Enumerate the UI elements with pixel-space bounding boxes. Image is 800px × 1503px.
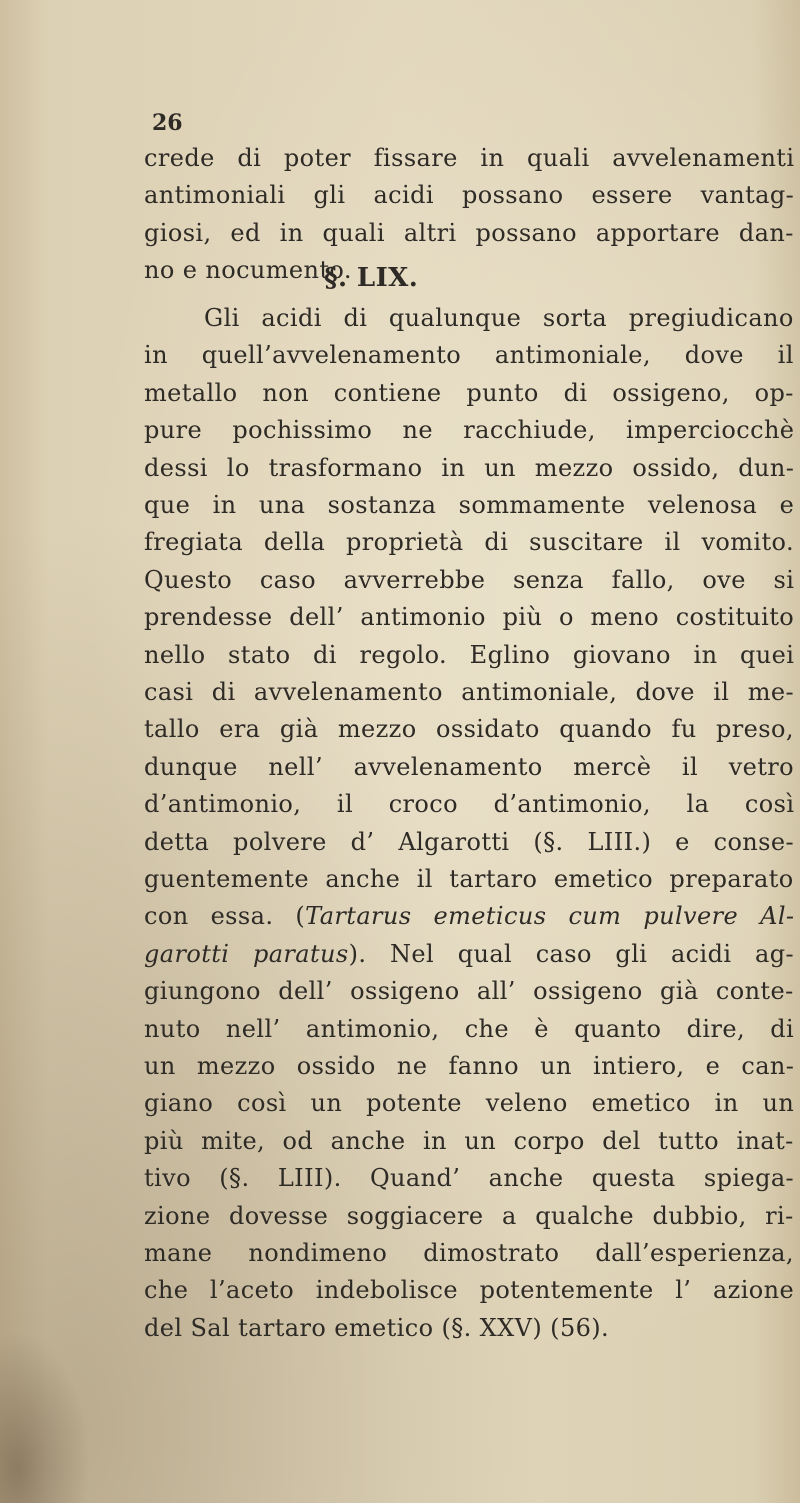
- text-line: più mite, od anche in un corpo del tutto inat-: [144, 1126, 794, 1155]
- text-line: que in una sostanza sommamente velenosa e: [144, 491, 795, 519]
- text-line: giosi, ed in quali altri possano apportare dan-: [144, 218, 794, 247]
- text-line: nuto nell’ antimonio, che è quanto dire, di: [144, 1014, 795, 1043]
- text-line: antimoniali gli acidi possano essere vantag-: [144, 181, 795, 210]
- text-line: dessi lo trasformano in un mezzo ossido, dun-: [144, 453, 795, 482]
- text-line: pure pochissimo ne racchiude, imperciocchè: [144, 416, 795, 445]
- text-line: detta polvere d’ Algarotti (§. LIII.) e conse-: [144, 827, 794, 856]
- text-line: che l’aceto indebolisce potentemente l’ azione: [144, 1276, 795, 1305]
- text-line: tivo (§. LIII). Quand’ anche questa spiega-: [144, 1164, 795, 1193]
- text-line: Questo caso avverrebbe senza fallo, ove si: [144, 565, 795, 594]
- text-line: un mezzo ossido ne fanno un intiero, e can-: [144, 1052, 795, 1080]
- text-line: del Sal tartaro emetico (§. XXV) (56).: [144, 1313, 610, 1342]
- page-number: 26: [152, 110, 183, 136]
- text-line: guentemente anche il tartaro emetico preparato: [144, 865, 794, 893]
- text-line: nello stato di regolo. Eglino giovano in quei: [144, 640, 795, 669]
- text-line: in quell’avvelenamento antimoniale, dove il: [144, 341, 794, 370]
- text-line: con essa. (Tartarus emeticus cum pulvere Al-: [144, 902, 795, 931]
- text-line: dunque nell’ avvelenamento mercè il vetro: [144, 752, 795, 781]
- text-line: Gli acidi di qualunque sorta pregiudicano: [204, 304, 794, 332]
- text-line: crede di poter fissare in quali avvelenamenti: [144, 144, 795, 172]
- text-line: fregiata della proprietà di suscitare il vomito.: [144, 528, 794, 557]
- text-line: giungono dell’ ossigeno all’ ossigeno già conte-: [144, 977, 794, 1006]
- text-line: metallo non contiene punto di ossigeno, op-: [144, 378, 794, 407]
- text-line: tallo era già mezzo ossidato quando fu preso,: [144, 715, 794, 744]
- text-line: no e nocumento.: [144, 256, 352, 285]
- page-edge-shadow: [0, 1330, 90, 1503]
- text-line: d’antimonio, il croco d’antimonio, la così: [144, 790, 795, 819]
- text-line: zione dovesse soggiacere a qualche dubbio, ri-: [144, 1201, 794, 1230]
- text-line: garotti paratus). Nel qual caso gli acidi ag-: [144, 939, 794, 968]
- text-line: casi di avvelenamento antimoniale, dove il me-: [144, 678, 794, 706]
- section-heading: §. LIX.: [324, 263, 419, 293]
- text-line: prendesse dell’ antimonio più o meno costituito: [144, 603, 795, 632]
- text-line: giano così un potente veleno emetico in un: [144, 1089, 795, 1118]
- text-line: mane nondimeno dimostrato dall’esperienza,: [144, 1239, 794, 1267]
